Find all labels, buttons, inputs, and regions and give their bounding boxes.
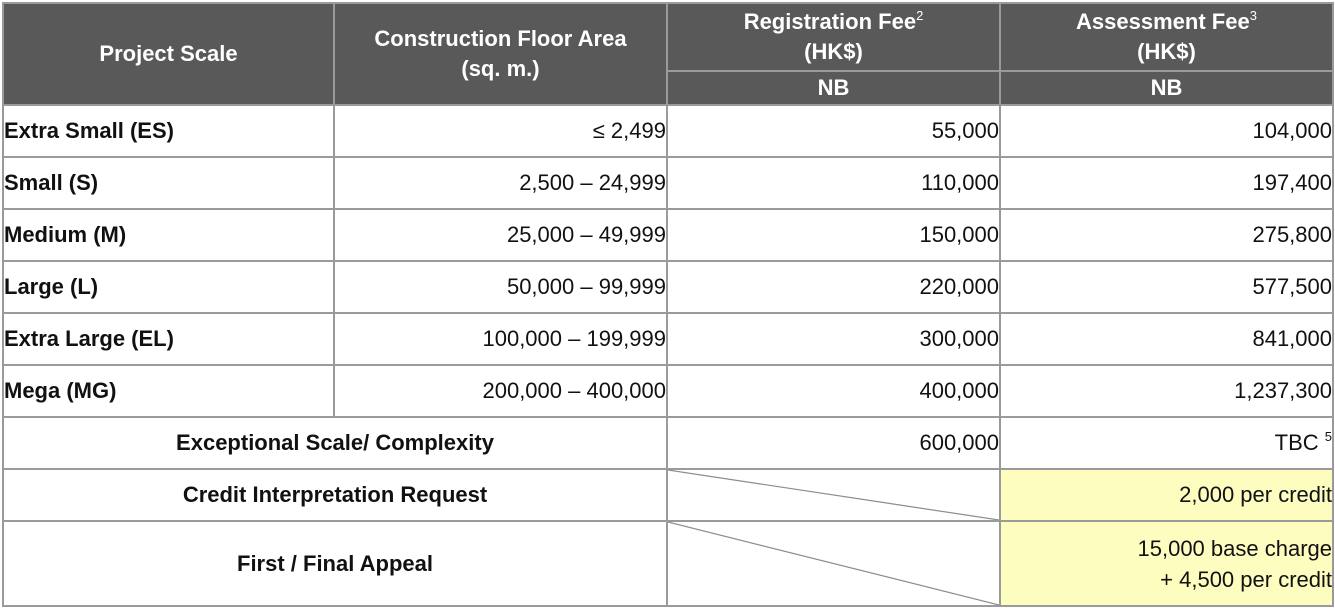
header-row bbox=[3, 3, 1333, 71]
project-scale-cell: Small (S) bbox=[3, 157, 334, 209]
header-registration-footnote: 2 bbox=[916, 8, 924, 23]
header-cfa-line1: Construction Floor Area bbox=[374, 26, 627, 51]
exceptional-label-cell: Exceptional Scale/ Complexity bbox=[3, 417, 667, 469]
subheader-registration-nb: NB bbox=[667, 71, 1000, 105]
registration-fee-cell: 400,000 bbox=[667, 365, 1000, 417]
header-project-scale-label: Project Scale bbox=[99, 41, 238, 66]
registration-fee-cell: 220,000 bbox=[667, 261, 1000, 313]
appeal-row bbox=[3, 521, 1333, 606]
diagonal-strike-line bbox=[668, 470, 999, 520]
header-cfa-line2: (sq. m.) bbox=[461, 56, 540, 81]
assessment-fee-cell: 1,237,300 bbox=[1000, 365, 1333, 417]
assessment-fee-cell: 577,500 bbox=[1000, 261, 1333, 313]
floor-area-cell: 2,500 – 24,999 bbox=[334, 157, 667, 209]
credit-interpretation-assessment-cell: 2,000 per credit bbox=[1000, 469, 1333, 521]
table-row bbox=[3, 261, 1333, 313]
diagonal-strike-line bbox=[668, 522, 999, 605]
project-scale-cell: Medium (M) bbox=[3, 209, 334, 261]
assessment-fee-cell: 197,400 bbox=[1000, 157, 1333, 209]
floor-area-cell: 100,000 – 199,999 bbox=[334, 313, 667, 365]
header-assessment-footnote: 3 bbox=[1249, 8, 1257, 23]
header-assessment-unit: (HK$) bbox=[1137, 39, 1196, 64]
credit-interpretation-label-cell: Credit Interpretation Request bbox=[3, 469, 667, 521]
exceptional-assessment-footnote: 5 bbox=[1324, 429, 1332, 444]
header-registration-unit: (HK$) bbox=[804, 39, 863, 64]
header-construction-floor-area bbox=[334, 3, 667, 105]
assessment-fee-cell: 841,000 bbox=[1000, 313, 1333, 365]
assessment-fee-cell: 104,000 bbox=[1000, 105, 1333, 157]
table-row bbox=[3, 105, 1333, 157]
header-registration-fee-label: Registration Fee bbox=[743, 9, 917, 34]
project-scale-cell: Mega (MG) bbox=[3, 365, 334, 417]
table-row bbox=[3, 209, 1333, 261]
appeal-registration-na-cell bbox=[667, 521, 1000, 606]
exceptional-registration-cell: 600,000 bbox=[667, 417, 1000, 469]
floor-area-cell: 25,000 – 49,999 bbox=[334, 209, 667, 261]
appeal-assessment-line2: + 4,500 per credit bbox=[1160, 566, 1332, 592]
header-registration-fee bbox=[667, 3, 1000, 71]
header-assessment-fee-label: Assessment Fee bbox=[1076, 9, 1250, 34]
registration-fee-cell: 55,000 bbox=[667, 105, 1000, 157]
appeal-assessment-line1: 15,000 base charge bbox=[1137, 535, 1332, 561]
credit-interpretation-row bbox=[3, 469, 1333, 521]
header-project-scale bbox=[3, 3, 334, 105]
header-assessment-fee bbox=[1000, 3, 1333, 71]
registration-fee-cell: 150,000 bbox=[667, 209, 1000, 261]
assessment-fee-cell: 275,800 bbox=[1000, 209, 1333, 261]
project-scale-cell: Extra Large (EL) bbox=[3, 313, 334, 365]
floor-area-cell: 50,000 – 99,999 bbox=[334, 261, 667, 313]
exceptional-assessment-cell bbox=[1000, 417, 1333, 469]
credit-interpretation-registration-na-cell bbox=[667, 469, 1000, 521]
exceptional-row bbox=[3, 417, 1333, 469]
fee-table bbox=[2, 2, 1334, 607]
appeal-label-cell: First / Final Appeal bbox=[3, 521, 667, 606]
exceptional-assessment-value: TBC bbox=[1274, 430, 1319, 455]
project-scale-cell: Extra Small (ES) bbox=[3, 105, 334, 157]
floor-area-cell: ≤ 2,499 bbox=[334, 105, 667, 157]
floor-area-cell: 200,000 – 400,000 bbox=[334, 365, 667, 417]
project-scale-cell: Large (L) bbox=[3, 261, 334, 313]
subheader-assessment-nb: NB bbox=[1000, 71, 1333, 105]
registration-fee-cell: 110,000 bbox=[667, 157, 1000, 209]
appeal-assessment-cell bbox=[1000, 521, 1333, 606]
registration-fee-cell: 300,000 bbox=[667, 313, 1000, 365]
table-row bbox=[3, 365, 1333, 417]
table-row bbox=[3, 157, 1333, 209]
table-row bbox=[3, 313, 1333, 365]
